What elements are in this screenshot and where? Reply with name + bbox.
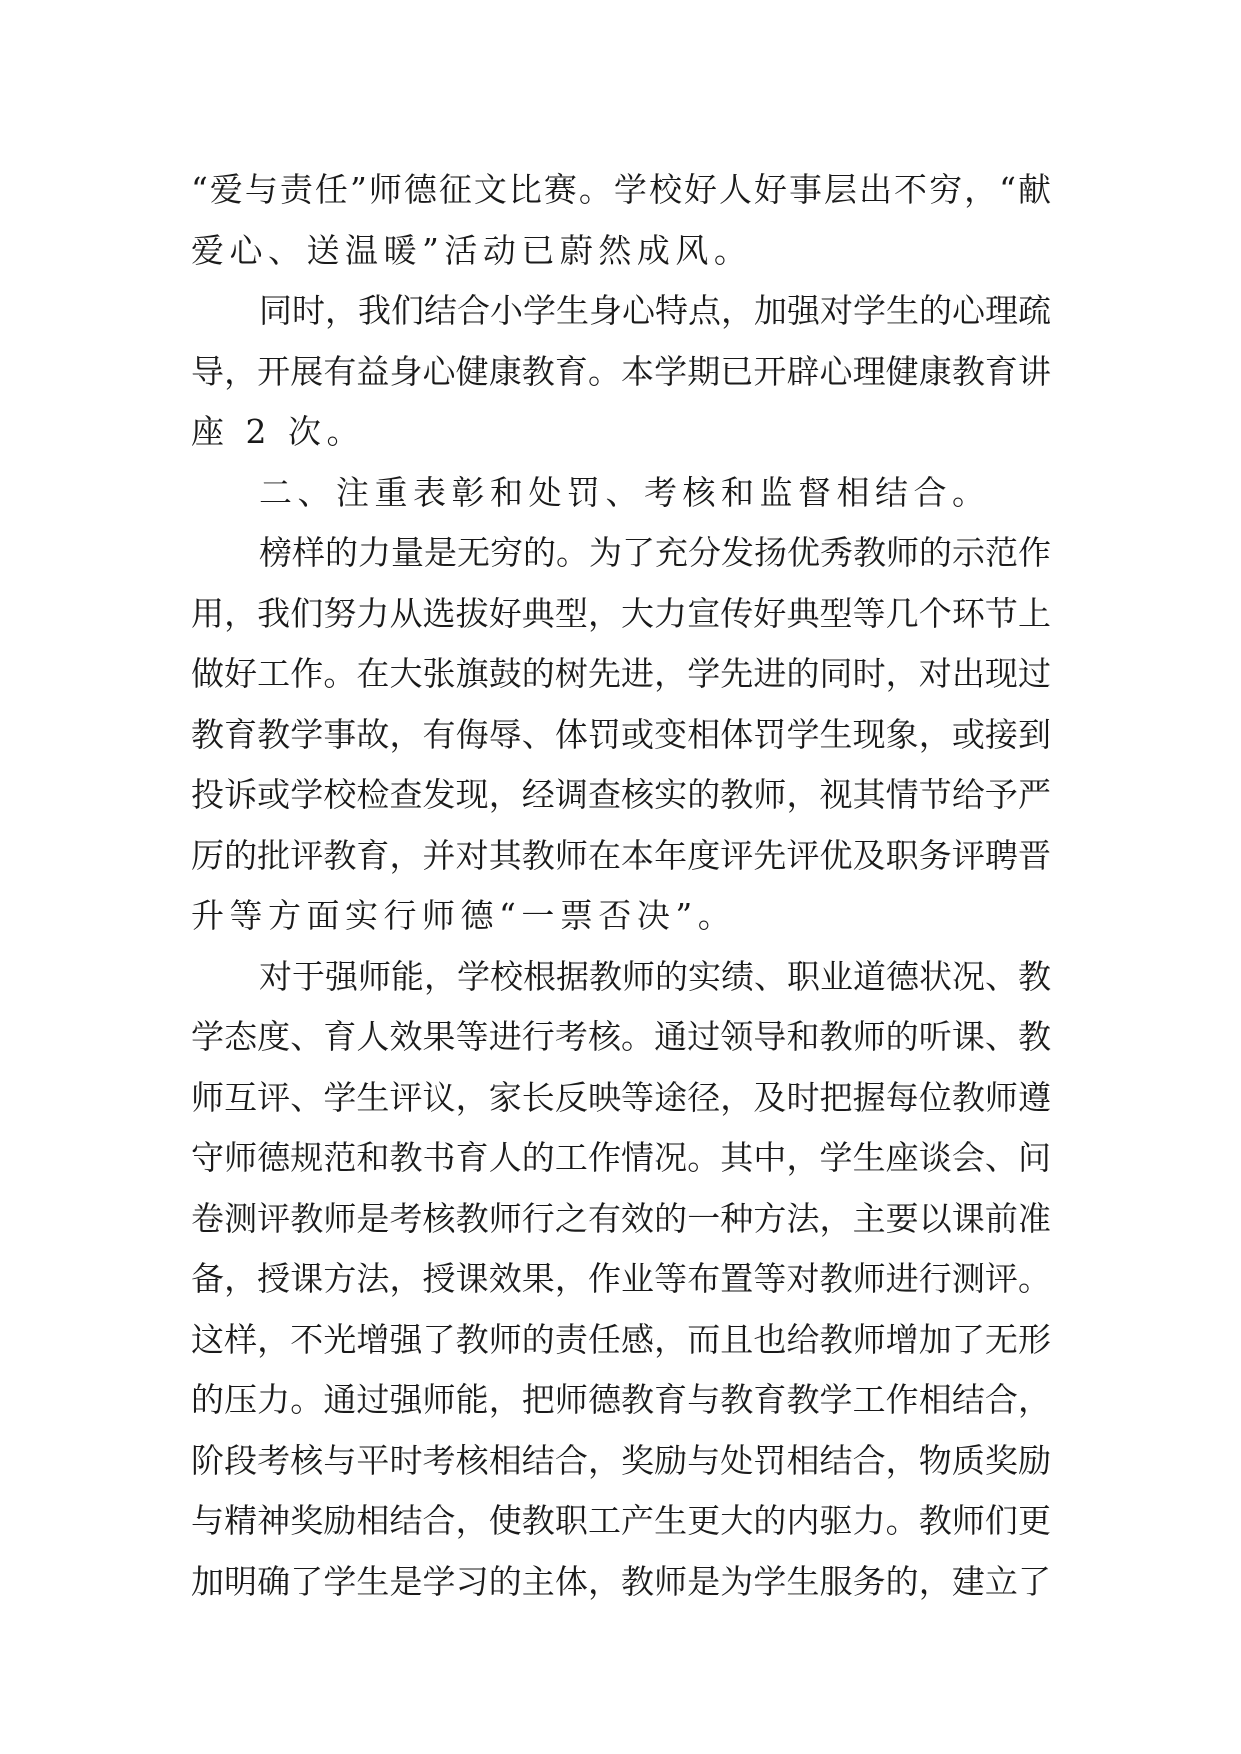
text-line: 加明确了学生是学习的主体，教师是为学生服务的，建立了 xyxy=(191,1561,1051,1601)
paragraph-start-line: 同时，我们结合小学生身心特点，加强对学生的心理疏 xyxy=(259,291,1051,330)
paragraph-start-line: 对于强师能，学校根据教师的实绩、职业道德状况、教 xyxy=(259,956,1051,996)
text-line: 阶段考核与平时考核相结合，奖励与处罚相结合，物质奖励 xyxy=(191,1440,1051,1480)
text-line: 卷测评教师是考核教师行之有效的一种方法，主要以课前准 xyxy=(191,1198,1051,1238)
text-line: 这样，不光增强了教师的责任感，而且也给教师增加了无形 xyxy=(191,1319,1051,1359)
text-line: 导，开展有益身心健康教育。本学期已开辟心理健康教育讲 xyxy=(191,351,1051,391)
text-line: 做好工作。在大张旗鼓的树先进，学先进的同时，对出现过 xyxy=(191,654,1051,693)
text-line: 与精神奖励相结合，使教职工产生更大的内驱力。教师们更 xyxy=(191,1501,1051,1540)
text-line: 学态度、育人效果等进行考核。通过领导和教师的听课、教 xyxy=(191,1017,1051,1056)
text-line: 备，授课方法，授课效果，作业等布置等对教师进行测评。 xyxy=(191,1259,1051,1298)
text-line: 教育教学事故，有侮辱、体罚或变相体罚学生现象，或接到 xyxy=(191,714,1051,754)
text-line: 的压力。通过强师能，把师德教育与教育教学工作相结合， xyxy=(191,1380,1051,1419)
text-line: “爱与责任”师德征文比赛。学校好人好事层出不穷，“献 xyxy=(191,170,1051,209)
text-line: 座 2 次。 xyxy=(191,412,365,451)
text-line: 用，我们努力从选拔好典型，大力宣传好典型等几个环节上 xyxy=(191,593,1051,633)
section-heading: 二、注重表彰和处罚、考核和监督相结合。 xyxy=(259,472,991,512)
text-line: 守师德规范和教书育人的工作情况。其中，学生座谈会、问 xyxy=(191,1138,1051,1177)
text-line: 爱心、送温暖”活动已蔚然成风。 xyxy=(191,230,753,270)
text-line: 厉的批评教育，并对其教师在本年度评先评优及职务评聘晋 xyxy=(191,835,1051,875)
text-line: 升等方面实行师德“一票否决”。 xyxy=(191,896,737,935)
document-body xyxy=(191,160,1051,1612)
paragraph-start-line: 榜样的力量是无穷的。为了充分发扬优秀教师的示范作 xyxy=(259,533,1051,572)
text-line: 投诉或学校检查发现，经调查核实的教师，视其情节给予严 xyxy=(191,775,1051,814)
text-line: 师互评、学生评议，家长反映等途径，及时把握每位教师遵 xyxy=(191,1077,1051,1117)
